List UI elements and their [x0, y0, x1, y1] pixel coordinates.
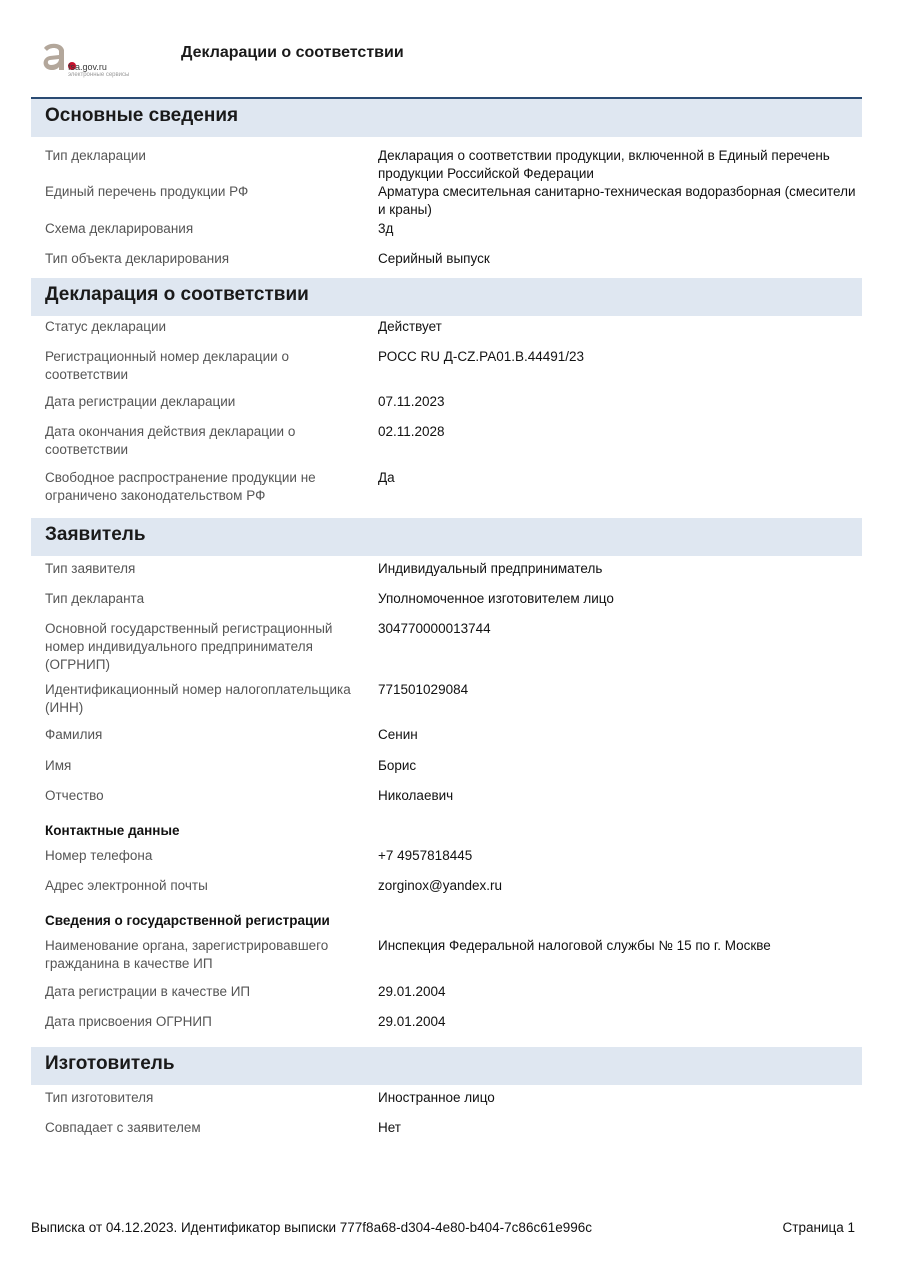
field-label: Тип заявителя	[45, 561, 136, 576]
field-value: РОСС RU Д-CZ.РА01.В.44491/23	[378, 349, 585, 364]
field-label: Имя	[45, 758, 72, 773]
field-value: Инспекция Федеральной налоговой службы № 15 по г. Москве	[378, 938, 771, 953]
field-value: +7 4957818445	[378, 848, 473, 863]
field-value: 3д	[378, 221, 394, 236]
field-label: Тип декларации	[45, 148, 146, 163]
field-label: Отчество	[45, 788, 104, 803]
field-value: Нет	[378, 1120, 401, 1135]
field-label: Наименование органа, зарегистрировавшего гражданина в качестве ИП	[45, 938, 329, 971]
field-value: Индивидуальный предприниматель	[378, 561, 603, 576]
section-title: Основные сведения	[45, 105, 239, 126]
field-value: 771501029084	[378, 682, 469, 697]
field-value: 07.11.2023	[378, 394, 445, 409]
field-label: Свободное распространение продукции не ограничено законодательством РФ	[45, 470, 316, 503]
field-value: Серийный выпуск	[378, 251, 490, 266]
field-label: Основной государственный регистрационный номер индивидуального предпринимателя (ОГРНИП)	[45, 621, 333, 672]
field-value: Николаевич	[378, 788, 454, 803]
field-label: Единый перечень продукции РФ	[45, 184, 249, 199]
field-label: Идентификационный номер налогоплательщика (ИНН)	[45, 682, 351, 715]
field-label: Номер телефона	[45, 848, 153, 863]
field-value: 02.11.2028	[378, 424, 445, 439]
field-label: Фамилия	[45, 727, 103, 742]
section-title: Изготовитель	[45, 1053, 175, 1074]
section-basic	[31, 99, 862, 137]
field-value: Арматура смесительная санитарно-техническая водоразборная (смесители и краны)	[378, 184, 856, 217]
subheading-registration: Сведения о государственной регистрации	[45, 913, 330, 928]
page-title: Декларации о соответствии	[181, 44, 404, 61]
logo-subtitle: электронные сервисы	[68, 72, 130, 78]
section-manufacturer	[31, 1047, 862, 1085]
field-value: Сенин	[378, 727, 418, 742]
subheading-contacts: Контактные данные	[45, 823, 180, 838]
field-value: Декларация о соответствии продукции, включенной в Единый перечень продукции Российской Федерации	[378, 148, 830, 181]
field-value: Да	[378, 470, 395, 485]
field-label: Дата регистрации в качестве ИП	[45, 984, 251, 999]
field-label: Адрес электронной почты	[45, 878, 208, 893]
field-value: zorginox@yandex.ru	[378, 878, 503, 893]
logo-domain: fsa.gov.ru	[68, 62, 107, 72]
field-value: Борис	[378, 758, 417, 773]
section-declaration	[31, 278, 862, 316]
field-label: Регистрационный номер декларации о соответствии	[45, 349, 289, 382]
section-applicant	[31, 518, 862, 556]
section-title: Декларация о соответствии	[45, 284, 309, 305]
field-value: 29.01.2004	[378, 984, 446, 999]
field-label: Статус декларации	[45, 319, 167, 334]
field-value: Иностранное лицо	[378, 1090, 495, 1105]
field-label: Дата окончания действия декларации о соответствии	[45, 424, 296, 457]
field-label: Тип объекта декларирования	[45, 251, 230, 266]
field-label: Дата присвоения ОГРНИП	[45, 1014, 212, 1029]
field-value: Уполномоченное изготовителем лицо	[378, 591, 614, 606]
section-title: Заявитель	[45, 524, 146, 545]
extract-info: Выписка от 04.12.2023. Идентификатор выписки 777f8a68-d304-4e80-b404-7c86c61e996c	[31, 1220, 592, 1235]
field-label: Дата регистрации декларации	[45, 394, 236, 409]
field-label: Тип декларанта	[45, 591, 145, 606]
field-value: Действует	[378, 319, 442, 334]
field-value: 29.01.2004	[378, 1014, 446, 1029]
field-value: 304770000013744	[378, 621, 491, 636]
page-number: Страница 1	[782, 1220, 855, 1235]
page-header	[0, 0, 900, 100]
field-label: Схема декларирования	[45, 221, 194, 236]
field-label: Тип изготовителя	[45, 1090, 154, 1105]
field-label: Совпадает с заявителем	[45, 1120, 201, 1135]
